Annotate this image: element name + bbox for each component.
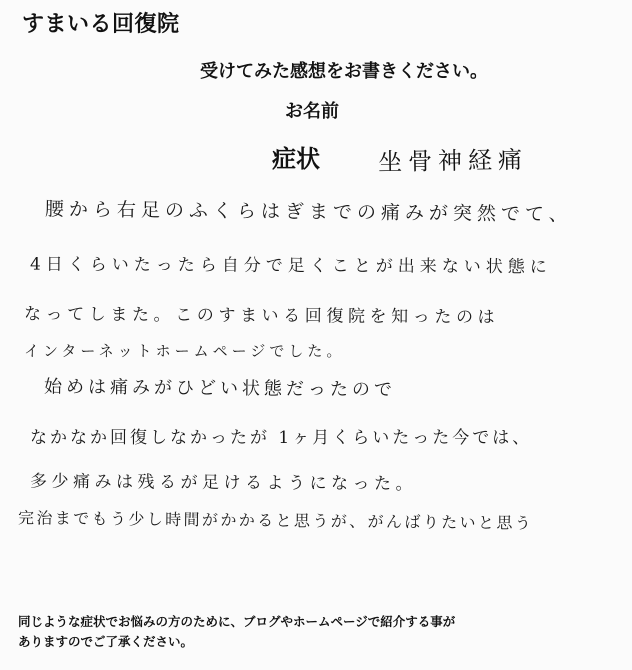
symptom-label: 症状: [272, 144, 320, 173]
testimonial-line: なかなか回復しなかったが 1ヶ月くらいたった今では、: [30, 428, 533, 448]
testimonial-line: 始めは痛みがひどい状態だったので: [43, 376, 397, 401]
name-label: お名前: [285, 101, 339, 122]
testimonial-line: インターネットホームページでした。: [24, 342, 346, 360]
testimonial-line: 腰から右足のふくらはぎまでの痛みが突然でて、: [44, 198, 573, 226]
form-instruction: 受けてみた感想をお書きください。: [200, 61, 488, 82]
testimonial-line: 完治までもう少し時間がかかると思うが、がんばりたいと思う: [17, 508, 534, 533]
testimonial-line: 4日くらいたったら自分で足くことが出来ない状態に: [29, 254, 552, 278]
testimonial-line: なってしまた。このすまいる回復院を知ったのは: [23, 304, 500, 328]
clinic-name: すまいる回復院: [22, 12, 180, 37]
symptom-value: 坐骨神経痛: [377, 145, 529, 177]
publication-notice-line: ありますのでご了承ください。: [18, 634, 194, 649]
publication-notice: [18, 612, 618, 652]
publication-notice-line: 同じような症状でお悩みの方のために、ブログやホームページで紹介する事が: [18, 614, 456, 629]
testimonial-line: 多少痛みは残るが足けるようになった。: [29, 471, 418, 495]
